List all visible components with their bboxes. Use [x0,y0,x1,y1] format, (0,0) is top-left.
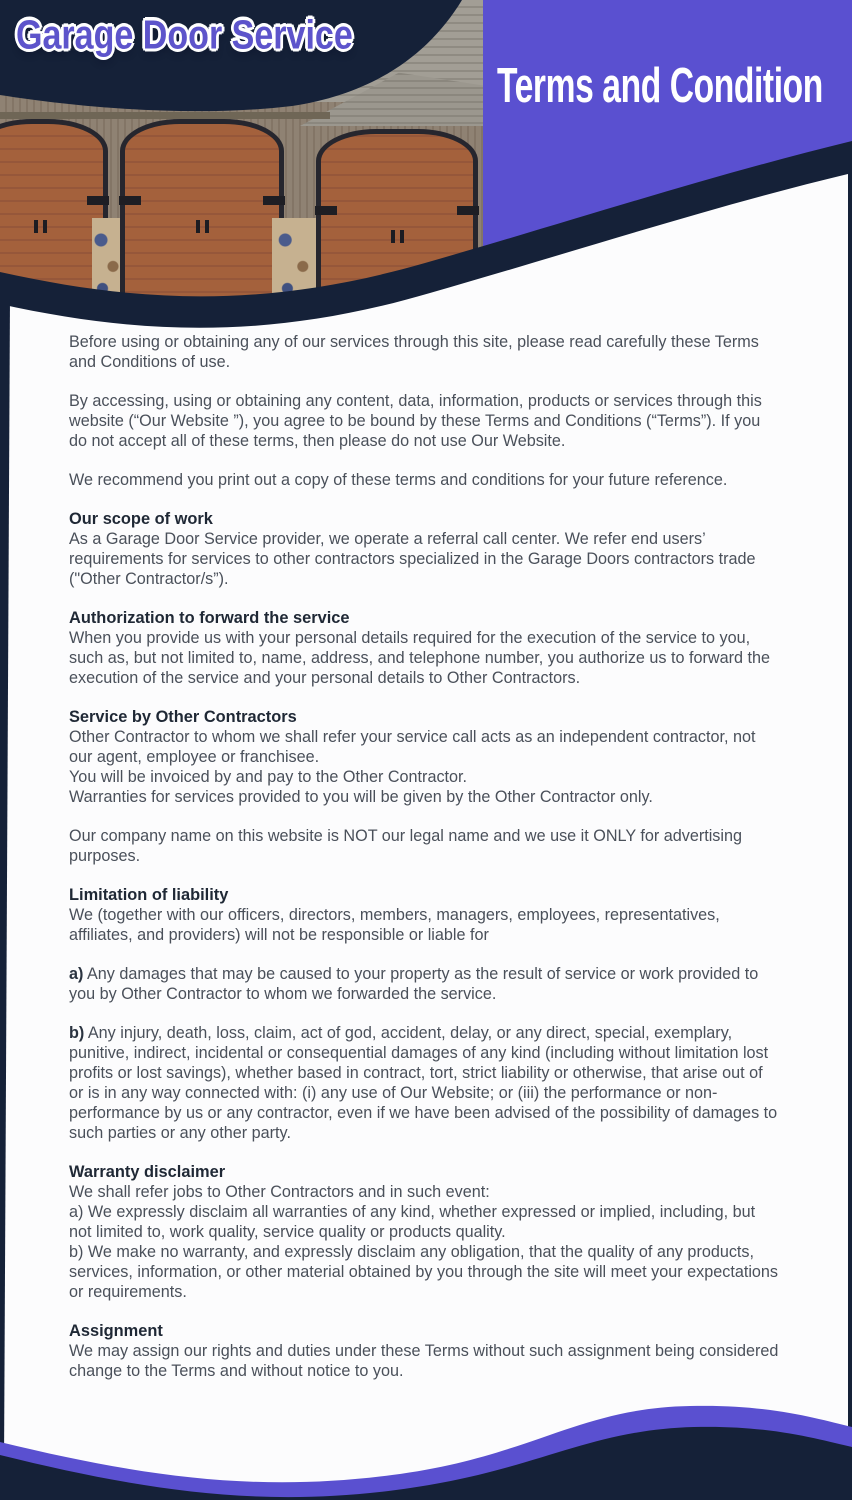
intro-paragraph: We recommend you print out a copy of these terms and conditions for your future reference. [69,471,728,489]
section-text: We shall refer jobs to Other Contractors and in such event: [69,1183,490,1201]
section-text: Warranties for services provided to you will be given by the Other Contractor only. [69,788,653,806]
section-heading: Service by Other Contractors [69,708,297,726]
footer-navy [0,1427,852,1500]
section-heading: Assignment [69,1322,163,1340]
intro-paragraph: Before using or obtaining any of our services through this site, please read carefully these Terms and Conditions of use. [69,333,759,371]
section-text: When you provide us with your personal details required for the execution of the service to you, such as, but not limited to, name, address, and telephone number, you authorize us to forward the execution of the service and your personal details to Other Contractors. [69,629,770,687]
terms-content [69,332,781,1400]
section-text: As a Garage Door Service provider, we operate a referral call center. We refer end users’ requirements for services to other contractors specialized in the Garage Doors contractors trade ("Other Contractor/s”). [69,530,756,588]
section-text: b) We make no warranty, and expressly disclaim any obligation, that the quality of any products, services, information, or other material obtained by you through the site will meet your expectations or requirements. [69,1243,779,1301]
page-title: Terms and Condition [497,58,823,113]
section-text: We (together with our officers, directors, members, managers, employees, representatives, affiliates, and providers) will not be responsible or liable for [69,906,720,944]
section-text: a) We expressly disclaim all warranties of any kind, whether expressed or implied, including, but not limited to, work quality, service quality or products quality. [69,1203,756,1241]
section-limitation-of-liability [69,885,781,945]
liability-item-a [69,964,781,1004]
sheet-left-border [0,296,10,1466]
section-text: Other Contractor to whom we shall refer your service call acts as an independent contractor, not our agent, employee or franchisee. [69,728,756,766]
section-warranty-disclaimer [69,1162,781,1302]
section-heading: Our scope of work [69,510,213,528]
section-text: We may assign our rights and duties under these Terms without such assignment being considered change to the Terms and without notice to you. [69,1342,779,1380]
section-heading: Authorization to forward the service [69,609,350,627]
footer-wave [0,1380,852,1500]
item-text: Any damages that may be caused to your property as the result of service or work provided to you by Other Contractor to whom we forwarded the service. [69,965,759,1003]
section-other-contractors [69,707,781,807]
item-text: Any injury, death, loss, claim, act of god, accident, delay, or any direct, special, exemplary, punitive, indirect, incidental or consequential damages of any kind (including without limitation lost profits or lost savings), whether based in contract, tort, strict liability or otherwise, that arise out of or is in any way connected with: (i) any use of Our Website; or (iii) the performance or non-performance by us or any contractor, even if we have been advised of the possibility of damages to such parties or any other party. [69,1024,778,1142]
intro-paragraph: By accessing, using or obtaining any content, data, information, products or services through this website (“Our Website ”), you agree to be bound by these Terms and Conditions (“Terms”). If you do not accept all of these terms, then please do not use Our Website. [69,392,762,450]
logo-text[interactable]: Garage Door Service [16,12,353,58]
section-scope-of-work [69,509,781,589]
item-label: a) [69,965,84,983]
section-assignment [69,1321,781,1381]
section-text: You will be invoiced by and pay to the Other Contractor. [69,768,468,786]
item-label: b) [69,1024,85,1042]
sheet-right-border [848,165,852,1455]
section-heading: Warranty disclaimer [69,1163,226,1181]
company-name-paragraph: Our company name on this website is NOT our legal name and we use it ONLY for advertising purposes. [69,827,743,865]
liability-item-b [69,1023,781,1143]
section-authorization [69,608,781,688]
section-heading: Limitation of liability [69,886,229,904]
